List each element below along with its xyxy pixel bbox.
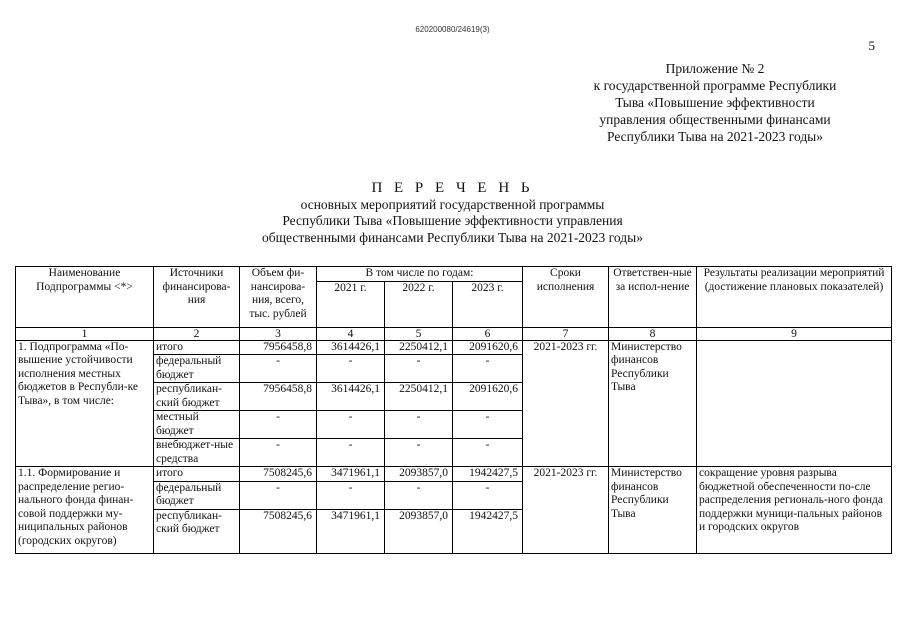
column-index: 5 — [385, 327, 453, 340]
subprogram-name: 1.1. Формирование и распределение регио-нального фонда финан-совой поддержки му-ниципальных районов (городских округов) — [16, 467, 154, 554]
year-2023-cell: 2091620,6 — [453, 383, 523, 411]
year-2021-cell: 3614426,1 — [317, 340, 385, 355]
column-index: 6 — [453, 327, 523, 340]
result-cell — [697, 340, 892, 467]
result-cell: сокращение уровня разрыва бюджетной обеспеченности по-сле распределения региональ-ного фонда поддержки муници-пальных районов и городских округов — [697, 467, 892, 554]
document-heading — [0, 180, 905, 246]
header-volume: Объем фи-нансирова-ния, всего, тыс. рублей — [240, 267, 317, 328]
total-cell: 7956458,8 — [240, 383, 317, 411]
column-index: 7 — [523, 327, 609, 340]
responsible-cell: Министерство финансов Республики Тыва — [609, 340, 697, 467]
source-cell: итого — [154, 340, 240, 355]
page-number: 5 — [868, 38, 875, 53]
source-cell: федеральный бюджет — [154, 481, 240, 509]
total-cell: - — [240, 439, 317, 467]
table-row — [16, 340, 892, 355]
header-year-2022: 2022 г. — [385, 281, 453, 327]
total-cell: - — [240, 355, 317, 383]
heading-title: П Е Р Е Ч Е Н Ь — [371, 180, 534, 196]
year-2023-cell: - — [453, 439, 523, 467]
year-2022-cell: 2093857,0 — [385, 509, 453, 553]
year-2021-cell: - — [317, 411, 385, 439]
year-2022-cell: - — [385, 439, 453, 467]
column-index: 1 — [16, 327, 154, 340]
measures-table — [15, 266, 892, 554]
heading-line: Республики Тыва «Повышение эффективности управления — [282, 213, 623, 228]
responsible-cell: Министерство финансов Республики Тыва — [609, 467, 697, 554]
appendix-line: Приложение № 2 — [665, 61, 765, 76]
header-name: Наименование Подпрограммы <*> — [16, 267, 154, 328]
header-year-2021: 2021 г. — [317, 281, 385, 327]
source-cell: федеральный бюджет — [154, 355, 240, 383]
heading-line: основных мероприятий государственной программы — [300, 196, 605, 212]
column-index: 2 — [154, 327, 240, 340]
total-cell: - — [240, 481, 317, 509]
appendix-line: Республики Тыва на 2021-2023 годы» — [606, 129, 824, 144]
term-cell: 2021-2023 гг. — [523, 340, 609, 467]
header-year-2023: 2023 г. — [453, 281, 523, 327]
document-number: 620200080/24619(3) — [415, 25, 490, 34]
appendix-line: управления общественными финансами — [599, 112, 831, 127]
year-2021-cell: - — [317, 481, 385, 509]
total-cell: 7508245,6 — [240, 509, 317, 553]
year-2021-cell: - — [317, 355, 385, 383]
appendix-line: к государственной программе Республики — [593, 78, 837, 93]
year-2022-cell: 2093857,0 — [385, 467, 453, 482]
year-2023-cell: 1942427,5 — [453, 467, 523, 482]
term-cell: 2021-2023 гг. — [523, 467, 609, 554]
appendix-line: Тыва «Повышение эффективности — [615, 95, 815, 110]
year-2023-cell: 2091620,6 — [453, 340, 523, 355]
column-index-row — [16, 327, 892, 340]
total-cell: 7956458,8 — [240, 340, 317, 355]
header-responsible: Ответствен-ные за испол-нение — [609, 267, 697, 328]
column-index: 3 — [240, 327, 317, 340]
year-2023-cell: - — [453, 411, 523, 439]
source-cell: итого — [154, 467, 240, 482]
column-index: 9 — [697, 327, 892, 340]
header-by-years: В том числе по годам: — [317, 267, 523, 282]
header-results: Результаты реализации мероприятий (достижение плановых показателей) — [697, 267, 892, 328]
total-cell: 7508245,6 — [240, 467, 317, 482]
column-index: 8 — [609, 327, 697, 340]
year-2021-cell: 3471961,1 — [317, 467, 385, 482]
year-2022-cell: - — [385, 411, 453, 439]
source-cell: республикан-ский бюджет — [154, 509, 240, 553]
year-2021-cell: 3614426,1 — [317, 383, 385, 411]
source-cell: местный бюджет — [154, 411, 240, 439]
header-terms: Сроки исполнения — [523, 267, 609, 328]
table-row — [16, 467, 892, 482]
year-2022-cell: 2250412,1 — [385, 383, 453, 411]
year-2021-cell: - — [317, 439, 385, 467]
appendix-block — [565, 60, 865, 145]
subprogram-name: 1. Подпрограмма «По-вышение устойчивости исполнения местных бюджетов в Республи-ке Тыва», в том числе: — [16, 340, 154, 467]
year-2023-cell: - — [453, 481, 523, 509]
source-cell: внебюджет-ные средства — [154, 439, 240, 467]
year-2022-cell: 2250412,1 — [385, 340, 453, 355]
year-2022-cell: - — [385, 481, 453, 509]
column-index: 4 — [317, 327, 385, 340]
year-2021-cell: 3471961,1 — [317, 509, 385, 553]
header-sources: Источники финансирова-ния — [154, 267, 240, 328]
year-2023-cell: 1942427,5 — [453, 509, 523, 553]
heading-line: общественными финансами Республики Тыва на 2021-2023 годы» — [262, 229, 643, 245]
year-2023-cell: - — [453, 355, 523, 383]
total-cell: - — [240, 411, 317, 439]
source-cell: республикан-ский бюджет — [154, 383, 240, 411]
year-2022-cell: - — [385, 355, 453, 383]
